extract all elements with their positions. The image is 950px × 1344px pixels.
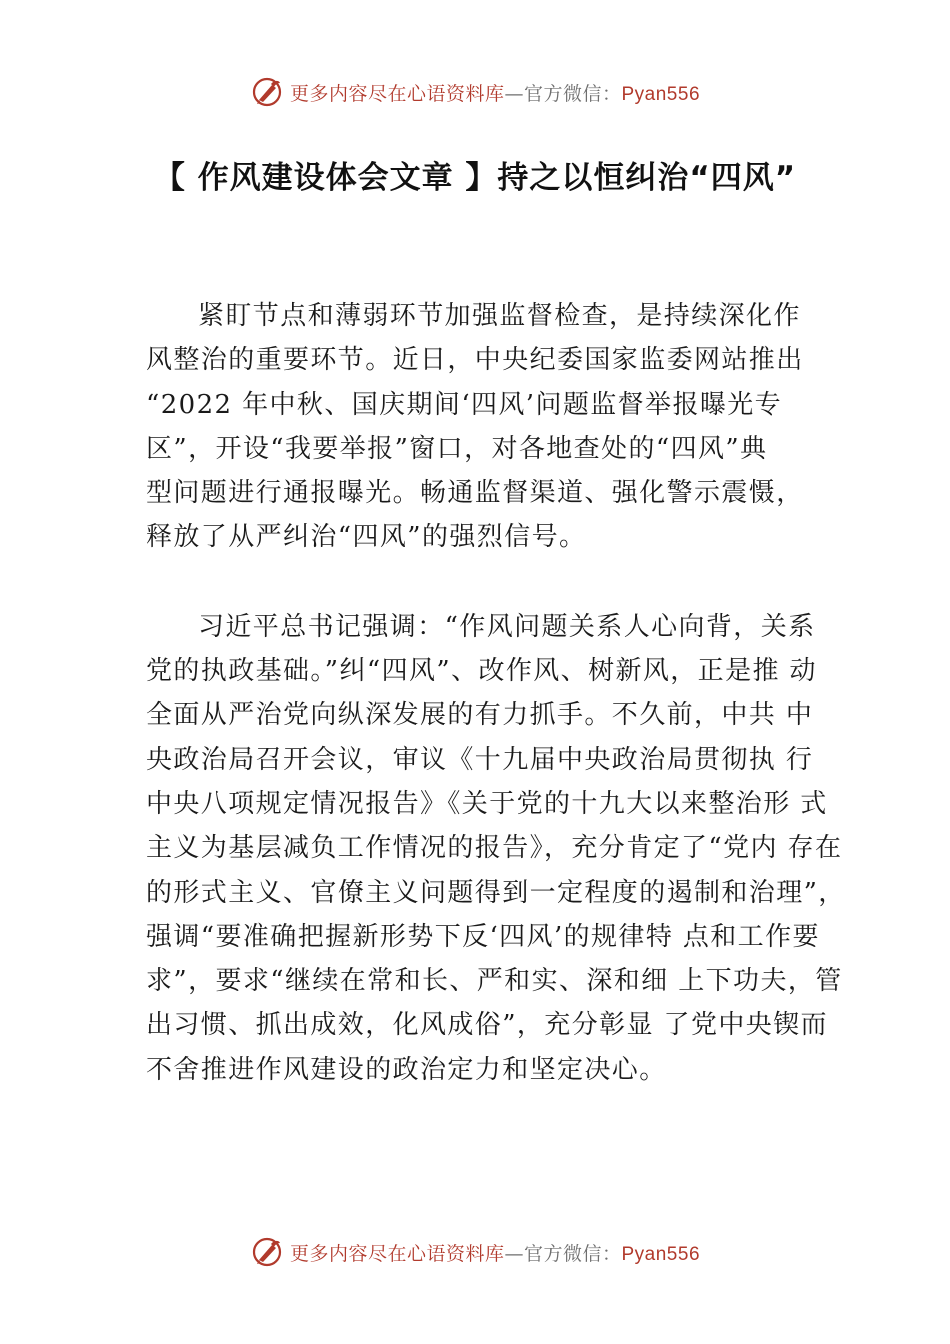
- banner-wechat-label: —官方微信：: [504, 1242, 622, 1265]
- paragraph-line: 强调“要准确把握新形势下反‘四风’的规律特 点和工作要: [146, 921, 820, 952]
- paragraph-2: [146, 605, 846, 1092]
- paragraph-line: 释放了从严纠治“四风”的强烈信号。: [146, 522, 587, 553]
- paragraph-line: “2022 年中秋、国庆期间‘四风’问题监督举报曝光专: [146, 389, 783, 420]
- paragraph-line: 风整治的重要环节。近日，中央纪委国家监委网站推出: [146, 345, 804, 376]
- paragraph-line: 全面从严治党向纵深发展的有力抓手。不久前，中共 中: [146, 700, 814, 731]
- paragraph-line: 央政治局召开会议，审议《十九届中央政治局贯彻执 行: [146, 744, 814, 775]
- banner-wechat-handle: Pyan556: [621, 1243, 701, 1265]
- paragraph-line: 党的执政基础。”纠“四风”、改作风、树新风，正是推 动: [146, 656, 817, 687]
- paragraph-line: 中央八项规定情况报告》《关于党的十九大以来整治形 式: [146, 788, 828, 819]
- banner-site-name: 更多内容尽在心语资料库: [289, 1242, 505, 1265]
- paragraph-line: 不舍推进作风建设的政治定力和坚定决心。: [146, 1054, 667, 1085]
- document-body: [146, 294, 846, 1137]
- pen-logo-icon: [250, 75, 284, 109]
- header-banner: [0, 72, 950, 112]
- banner-site-name: 更多内容尽在心语资料库: [289, 82, 505, 105]
- banner-wechat-handle: Pyan556: [621, 83, 701, 105]
- banner-wechat-label: —官方微信：: [504, 82, 622, 105]
- paragraph-line: 习近平总书记强调：“作风问题关系人心向背，关系: [198, 611, 816, 642]
- footer-banner: [0, 1232, 950, 1272]
- paragraph-line: 紧盯节点和薄弱环节加强监督检查，是持续深化作: [198, 301, 801, 331]
- paragraph-line: 主义为基层减负工作情况的报告》，充分肯定了“党内 存在: [146, 833, 843, 864]
- paragraph-line: 出习惯、抓出成效，化风成俗”，充分彰显 了党中央锲而: [146, 1010, 828, 1041]
- paragraph-line: 求”，要求“继续在常和长、严和实、深和细 上下功夫，管: [146, 966, 843, 997]
- banner-text: [290, 1239, 700, 1266]
- paragraph-line: 型问题进行通报曝光。畅通监督渠道、强化警示震慑，: [146, 478, 804, 509]
- document-title: 【 作风建设体会文章 】持之以恒纠治“四风”: [153, 160, 797, 196]
- pen-logo-icon: [250, 1235, 284, 1269]
- paragraph-line: 区”，开设“我要举报”窗口，对各地查处的“四风”典: [146, 433, 768, 464]
- banner-text: [290, 79, 700, 106]
- paragraph-1: [146, 294, 826, 560]
- paragraph-line: 的形式主义、官僚主义问题得到一定程度的遏制和治理”，: [146, 877, 846, 908]
